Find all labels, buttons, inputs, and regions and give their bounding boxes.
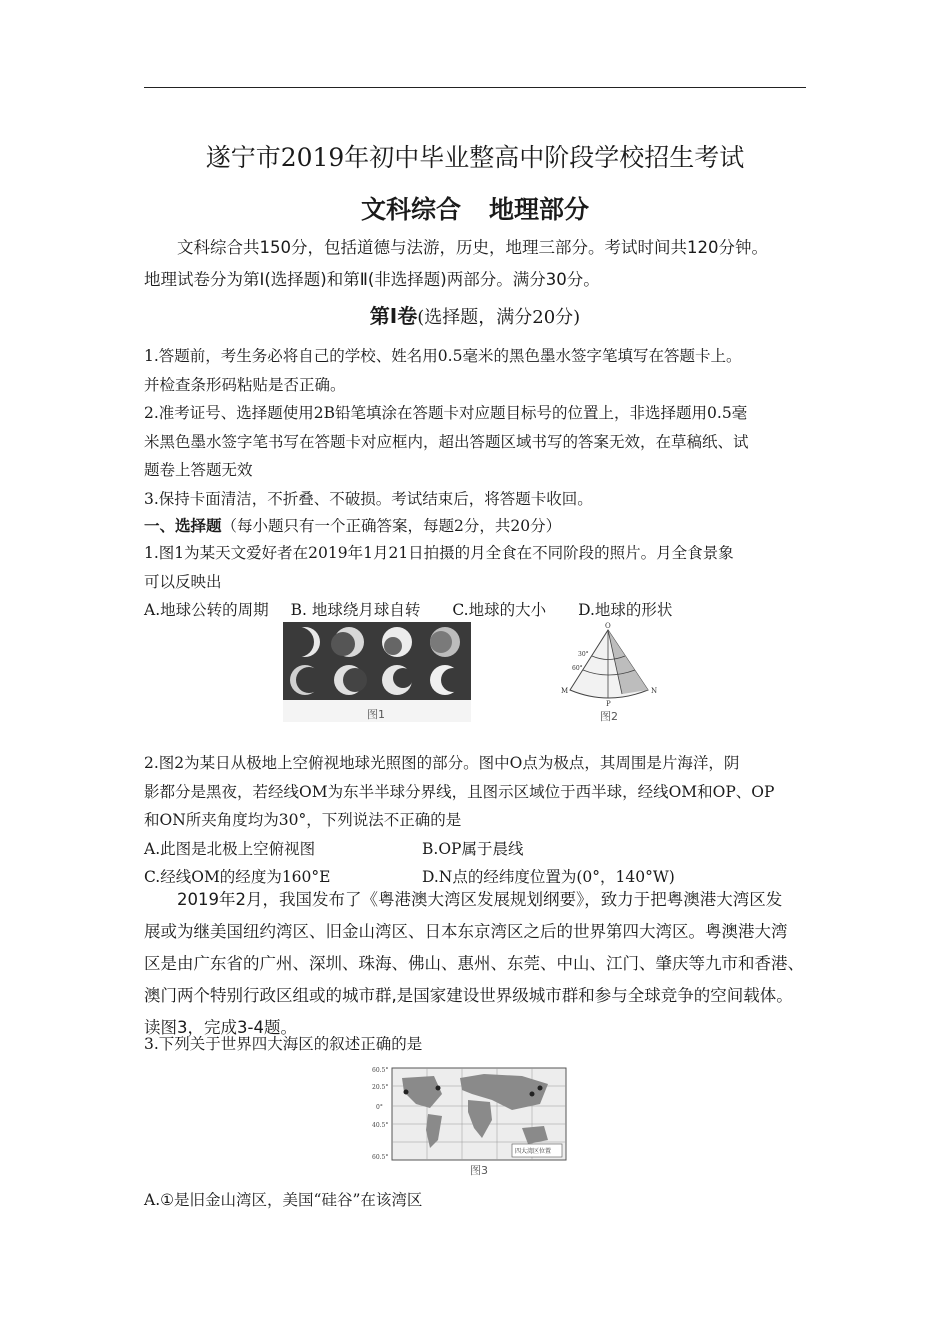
passage-line-2: 展或为继美国纽约湾区、旧金山湾区、日本东京湾区之后的世界第四大湾区。粤澳港大湾	[144, 922, 788, 941]
q1-stem-a: 1.图1为某天文爱好者在2019年1月21日拍摄的月全食在不同阶段的照片。月全食景象	[144, 544, 734, 562]
section-label: 第Ⅰ卷	[369, 304, 418, 328]
bay-marker-1	[404, 1090, 409, 1095]
intro-line-1: 文科综合共150分，包括道德与法游，历史，地理三部分。考试时间共120分钟。	[177, 238, 768, 257]
lat-label-low: 40.5°	[372, 1122, 389, 1129]
note-2a: 2.准考证号、选择题使用2B铅笔填涂在答题卡对应题目标号的位置上，非选择题用0.5毫	[144, 404, 748, 422]
figure-3-caption: 图3	[470, 1164, 488, 1177]
figure-1-caption: 图1	[367, 708, 385, 721]
question-3	[144, 1030, 812, 1059]
q1-option-b: B. 地球绕月球自转	[290, 601, 421, 619]
lat-label-mid2: 0°	[376, 1104, 383, 1111]
q1-options	[144, 596, 812, 625]
label-p: P	[606, 700, 611, 708]
header-rule	[144, 87, 806, 88]
q1-option-c: C.地球的大小	[452, 601, 547, 619]
section-note: (选择题，满分20分)	[417, 307, 581, 328]
note-1b: 并检查条形码粘贴是否正确。	[144, 375, 346, 394]
part1-note: （每小题只有一个正确答案，每题2分，共20分）	[221, 517, 562, 535]
q2-option-a: A.此图是北极上空俯视图	[144, 839, 316, 858]
intro-paragraph	[144, 232, 816, 296]
note-3: 3.保持卡面清洁，不折叠、不破损。考试结束后，将答题卡收回。	[144, 489, 593, 508]
question-2	[144, 749, 812, 892]
label-m: M	[561, 687, 569, 695]
label-o: O	[605, 622, 611, 630]
q1-option-a: A.地球公转的周期	[144, 601, 269, 619]
subtitle-part-b: 地理部分	[489, 195, 590, 224]
q2-stem-c: 和ON所夹角度均为30°，下列说法不正确的是	[144, 811, 462, 829]
lat-label-mid1: 20.5°	[372, 1084, 389, 1091]
passage-line-5: 读图3，完成3-4题。	[144, 1018, 297, 1037]
figure-2-caption: 图2	[600, 710, 618, 723]
part1-heading	[144, 513, 812, 539]
label-30: 30°	[578, 651, 589, 658]
q1-stem-b: 可以反映出	[144, 572, 222, 591]
q3-stem: 3.下列关于世界四大海区的叙述正确的是	[144, 1035, 423, 1053]
exam-title: 遂宁市2019年初中毕业整高中阶段学校招生考试	[205, 143, 745, 172]
q3-option-a: A.①是旧金山湾区，美国“硅谷”在该湾区	[144, 1191, 423, 1209]
passage-line-3: 区是由广东省的广州、深圳、珠海、佛山、惠州、东莞、中山、江门、肇庆等九市和香港、	[144, 954, 804, 973]
label-n: N	[651, 687, 658, 695]
note-2b: 米黑色墨水签字笔书写在答题卡对应框内，超出答题区域书写的答案无效，在草稿纸、试	[144, 432, 749, 451]
instructions	[144, 342, 812, 625]
legend-label: 四大湾区位置	[515, 1148, 552, 1155]
part1-title: 一、选择题	[144, 517, 222, 535]
label-60: 60°	[572, 665, 583, 672]
passage-line-4: 澳门两个特别行政区组或的城市群,是国家建设世界级城市群和参与全球竞争的空间载体。	[144, 986, 793, 1005]
world-bay-areas-map	[372, 1064, 570, 1176]
note-2c: 题卷上答题无效	[144, 461, 253, 479]
passage-line-1: 2019年2月，我国发布了《粤港澳大湾区发展规划纲要》，致力于把粤澳港大湾区发	[177, 890, 783, 909]
lat-label-top: 60.5°	[372, 1067, 389, 1074]
q2-options-row-1	[144, 835, 812, 864]
question-3-options	[144, 1186, 812, 1215]
bay-marker-4	[538, 1086, 543, 1091]
lat-label-bot: 60.5°	[372, 1154, 389, 1161]
intro-line-2: 地理试卷分为第Ⅰ(选择题)和第Ⅱ(非选择题)两部分。满分30分。	[144, 270, 600, 289]
reading-passage	[144, 884, 820, 1044]
q1-option-d: D.地球的形状	[578, 601, 673, 619]
q2-stem-b: 影都分是黑夜，若经线OM为东半半球分界线，且图示区域位于西半球，经线OM和OP、OP	[144, 782, 775, 801]
q2-option-d: D.N点的经纬度位置为(0°，140°W)	[422, 868, 675, 886]
section-heading	[0, 300, 950, 329]
figure-2	[556, 620, 676, 724]
subtitle-part-a: 文科综合	[360, 195, 461, 224]
bay-marker-3	[530, 1092, 535, 1097]
q2-stem-a: 2.图2为某日从极地上空俯视地球光照图的部分。图中O点为极点，其周围是片海洋，阴	[144, 754, 740, 772]
figure-3	[372, 1064, 570, 1176]
note-1a: 1.答题前，考生务必将自己的学校、姓名用0.5毫米的黑色墨水签字笔填写在答题卡上。	[144, 347, 742, 365]
exam-subtitle	[0, 190, 950, 226]
bay-marker-2	[436, 1086, 441, 1091]
q2-option-b: B.OP属于晨线	[422, 839, 524, 858]
figure-1	[283, 622, 471, 722]
q2-option-c: C.经线OM的经度为160°E	[144, 868, 331, 886]
